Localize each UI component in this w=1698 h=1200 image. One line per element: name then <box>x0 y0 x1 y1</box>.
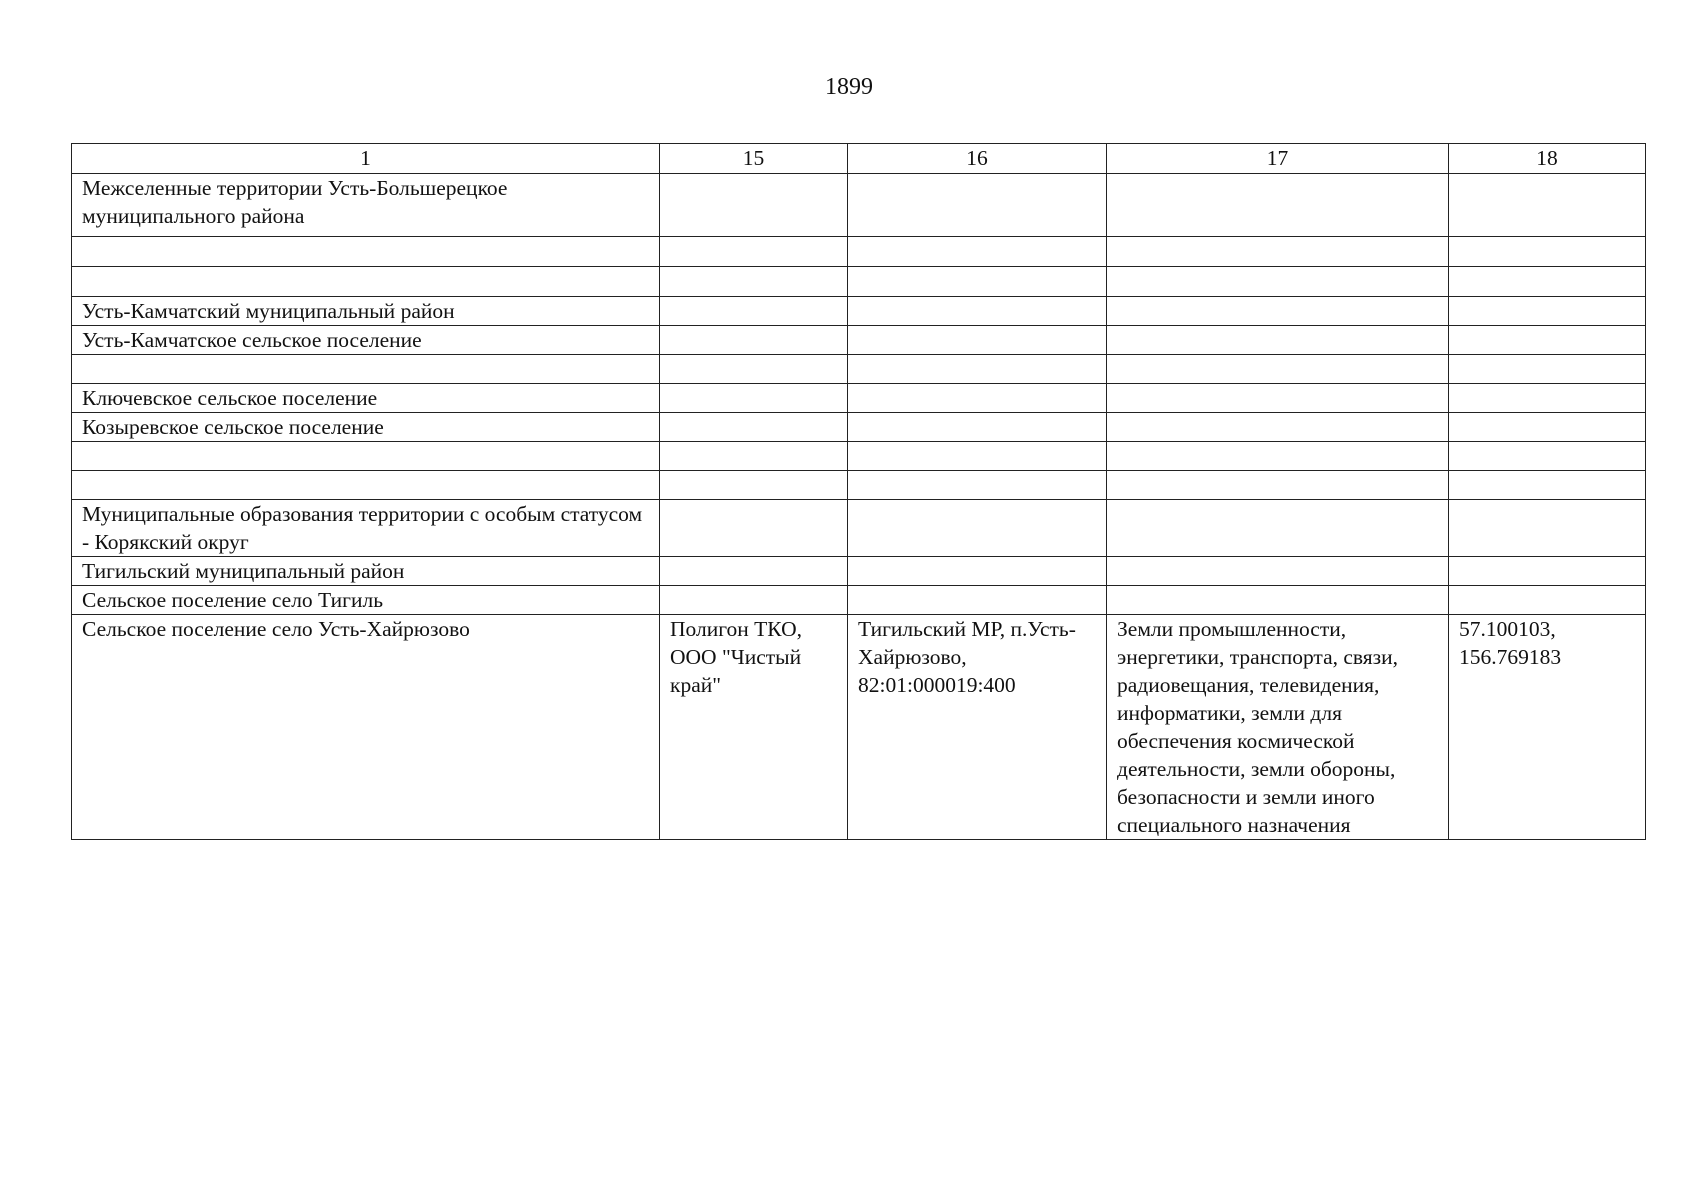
cell-col-15 <box>660 557 848 586</box>
cell-col-17 <box>1107 174 1449 237</box>
cell-territory <box>72 237 660 267</box>
table-row <box>72 326 1646 355</box>
table-row <box>72 267 1646 297</box>
cell-col-17 <box>1107 500 1449 557</box>
cell-territory <box>72 267 660 297</box>
cell-territory: Козыревское сельское поселение <box>72 413 660 442</box>
header-col-18: 18 <box>1449 144 1646 174</box>
cell-col-18 <box>1449 557 1646 586</box>
table-row <box>72 384 1646 413</box>
cell-col-18 <box>1449 384 1646 413</box>
cell-col-18 <box>1449 500 1646 557</box>
table-row <box>72 442 1646 471</box>
cell-col-15 <box>660 442 848 471</box>
cell-territory: Ключевское сельское поселение <box>72 384 660 413</box>
table-row <box>72 174 1646 237</box>
cell-territory <box>72 442 660 471</box>
cell-col-17 <box>1107 355 1449 384</box>
cell-col-17 <box>1107 384 1449 413</box>
cell-col-15 <box>660 413 848 442</box>
cell-col-17 <box>1107 297 1449 326</box>
cell-territory: Сельское поселение село Усть-Хайрюзово <box>72 615 660 840</box>
cell-territory: Усть-Камчатское сельское поселение <box>72 326 660 355</box>
cell-col-15 <box>660 174 848 237</box>
cell-col-18 <box>1449 471 1646 500</box>
cell-col-18 <box>1449 355 1646 384</box>
cell-col-18 <box>1449 442 1646 471</box>
cell-col-17 <box>1107 471 1449 500</box>
cell-land-category: Земли промышленности, энергетики, транспорта, связи, радиовещания, телевидения, информатики, земли для обеспечения космической деятельности, земли обороны, безопасности и земли иного специального назначения <box>1107 615 1449 840</box>
cell-col-16 <box>848 237 1107 267</box>
page-number: 1899 <box>825 74 873 100</box>
cell-location: Тигильский МР, п.Усть-Хайрюзово, 82:01:000019:400 <box>848 615 1107 840</box>
cell-col-15 <box>660 326 848 355</box>
cell-territory <box>72 355 660 384</box>
cell-col-16 <box>848 413 1107 442</box>
cell-col-16 <box>848 471 1107 500</box>
cell-col-16 <box>848 326 1107 355</box>
cell-col-17 <box>1107 442 1449 471</box>
cell-col-17 <box>1107 267 1449 297</box>
table-row <box>72 500 1646 557</box>
header-col-15: 15 <box>660 144 848 174</box>
cell-col-15 <box>660 586 848 615</box>
table-row <box>72 615 1646 840</box>
cell-col-15 <box>660 384 848 413</box>
cell-col-16 <box>848 442 1107 471</box>
cell-col-16 <box>848 557 1107 586</box>
cell-object-name: Полигон ТКО, ООО "Чистый край" <box>660 615 848 840</box>
cell-territory: Тигильский муниципальный район <box>72 557 660 586</box>
cell-territory: Межселенные территории Усть-Большерецкое муниципального района <box>72 174 660 237</box>
table-row <box>72 557 1646 586</box>
cell-col-17 <box>1107 326 1449 355</box>
cell-col-16 <box>848 297 1107 326</box>
cell-col-17 <box>1107 557 1449 586</box>
table-header-row <box>72 144 1646 174</box>
cell-col-15 <box>660 500 848 557</box>
cell-col-15 <box>660 237 848 267</box>
header-col-1: 1 <box>72 144 660 174</box>
cell-territory <box>72 471 660 500</box>
cell-col-17 <box>1107 237 1449 267</box>
cell-col-18 <box>1449 413 1646 442</box>
cell-col-16 <box>848 500 1107 557</box>
cell-col-16 <box>848 174 1107 237</box>
cell-col-18 <box>1449 297 1646 326</box>
cell-col-15 <box>660 471 848 500</box>
cell-coordinates: 57.100103, 156.769183 <box>1449 615 1646 840</box>
table-row <box>72 297 1646 326</box>
cell-col-15 <box>660 297 848 326</box>
cell-col-18 <box>1449 326 1646 355</box>
cell-col-18 <box>1449 174 1646 237</box>
cell-col-16 <box>848 586 1107 615</box>
cell-territory: Сельское поселение село Тигиль <box>72 586 660 615</box>
cell-col-18 <box>1449 586 1646 615</box>
cell-col-16 <box>848 384 1107 413</box>
header-col-16: 16 <box>848 144 1107 174</box>
cell-col-17 <box>1107 413 1449 442</box>
table-row <box>72 355 1646 384</box>
table-row <box>72 586 1646 615</box>
cell-col-16 <box>848 267 1107 297</box>
table-row <box>72 237 1646 267</box>
table-row <box>72 413 1646 442</box>
header-col-17: 17 <box>1107 144 1449 174</box>
cell-col-17 <box>1107 586 1449 615</box>
cell-col-18 <box>1449 267 1646 297</box>
table-row <box>72 471 1646 500</box>
data-table <box>71 143 1646 840</box>
cell-col-15 <box>660 267 848 297</box>
cell-col-16 <box>848 355 1107 384</box>
cell-territory: Муниципальные образования территории с особым статусом - Корякский округ <box>72 500 660 557</box>
cell-col-18 <box>1449 237 1646 267</box>
cell-col-15 <box>660 355 848 384</box>
cell-territory: Усть-Камчатский муниципальный район <box>72 297 660 326</box>
